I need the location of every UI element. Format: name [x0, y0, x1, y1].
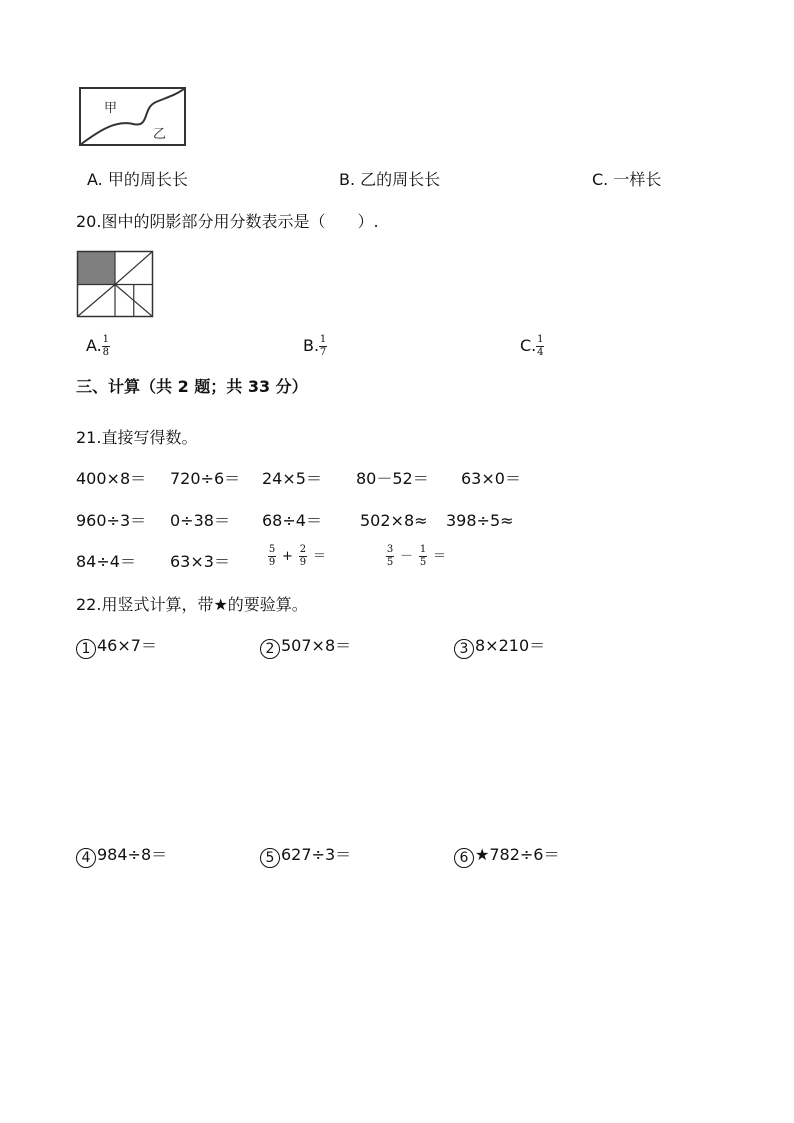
option-letter: C.: [520, 336, 537, 355]
q20-square-figure: [76, 250, 154, 318]
label-jia: 甲: [104, 101, 118, 116]
option-text: 乙的周长长: [360, 170, 441, 189]
q21-row2-item: 0÷38＝: [170, 511, 230, 530]
q22-item-6: [454, 845, 559, 868]
q21-fraction-sum: [268, 545, 332, 568]
q22-item-3: [454, 636, 545, 659]
option-text: 一样长: [613, 170, 662, 189]
q19-option-b[interactable]: [339, 170, 440, 190]
fraction: [319, 335, 327, 358]
expression: 507×8＝: [281, 636, 352, 655]
fraction: [419, 545, 427, 568]
denominator: 8: [102, 347, 109, 358]
q21-row1-item: 24×5＝: [262, 469, 322, 488]
dividing-curve: [80, 88, 185, 145]
denominator: 9: [268, 557, 276, 568]
circled-number: 3: [454, 639, 474, 659]
q21-row2-item: 502×8≈: [360, 511, 428, 530]
operator: －: [400, 548, 414, 564]
circled-number: 4: [76, 848, 96, 868]
q19-rectangle-figure: [78, 86, 190, 150]
q19-option-a[interactable]: [87, 170, 188, 190]
q21-fraction-difference: [386, 545, 452, 568]
equals-sign: ＝: [433, 548, 447, 564]
equals-sign: ＝: [312, 548, 326, 564]
numerator: 3: [386, 544, 394, 555]
section-title: 三、计算（共 2 题；共 33 分）: [76, 377, 308, 396]
denominator: 9: [299, 557, 307, 568]
option-letter: A.: [87, 170, 103, 189]
q22-item-4: [76, 845, 167, 868]
shaded-region: [78, 252, 116, 285]
circled-number: 1: [76, 639, 96, 659]
denominator: 5: [419, 557, 427, 568]
option-letter: B.: [303, 336, 320, 355]
operator: +: [282, 548, 293, 564]
numerator: 1: [102, 334, 109, 345]
fraction: [536, 335, 544, 358]
q21-row1-item: 400×8＝: [76, 469, 147, 488]
expression: 8×210＝: [475, 636, 546, 655]
expression: ★782÷6＝: [475, 845, 560, 864]
q21-row2-item: 68÷4＝: [262, 511, 322, 530]
q20-option-b[interactable]: [303, 335, 327, 358]
q20-option-c[interactable]: [520, 335, 544, 358]
q22-item-5: [260, 845, 351, 868]
q21-row3-item: 84÷4＝: [76, 552, 136, 571]
circled-number: 6: [454, 848, 474, 868]
denominator: 7: [319, 347, 327, 358]
fraction: [386, 545, 394, 568]
q22-title: 22.用竖式计算，带★的要验算。: [76, 595, 308, 614]
q21-row1-item: 80－52＝: [356, 469, 429, 488]
expression: 46×7＝: [97, 636, 157, 655]
q22-item-2: [260, 636, 351, 659]
q19-option-c[interactable]: [592, 170, 661, 190]
q21-row1-item: 720÷6＝: [170, 469, 241, 488]
q21-row2-item: 398÷5≈: [446, 511, 514, 530]
q21-row1-item: 63×0＝: [461, 469, 521, 488]
expression: 627÷3＝: [281, 845, 352, 864]
option-text: 甲的周长长: [107, 170, 188, 189]
numerator: 1: [537, 334, 544, 345]
label-yi: 乙: [153, 127, 167, 142]
q21-title: 21.直接写得数。: [76, 428, 198, 447]
q20-question: 20.图中的阴影部分用分数表示是（ ）.: [76, 212, 379, 231]
denominator: 5: [386, 557, 394, 568]
circled-number: 2: [260, 639, 280, 659]
fraction: [102, 335, 110, 358]
numerator: 1: [319, 334, 327, 345]
numerator: 2: [299, 544, 307, 555]
expression: 984÷8＝: [97, 845, 168, 864]
q22-item-1: [76, 636, 157, 659]
option-letter: B.: [339, 170, 356, 189]
q21-row3-item: 63×3＝: [170, 552, 230, 571]
numerator: 5: [268, 544, 276, 555]
q20-option-a[interactable]: [86, 335, 110, 358]
q21-row2-item: 960÷3＝: [76, 511, 147, 530]
circled-number: 5: [260, 848, 280, 868]
fraction: [299, 545, 307, 568]
option-letter: C.: [592, 170, 609, 189]
numerator: 1: [419, 544, 427, 555]
option-letter: A.: [86, 336, 102, 355]
fraction: [268, 545, 276, 568]
denominator: 4: [537, 347, 544, 358]
